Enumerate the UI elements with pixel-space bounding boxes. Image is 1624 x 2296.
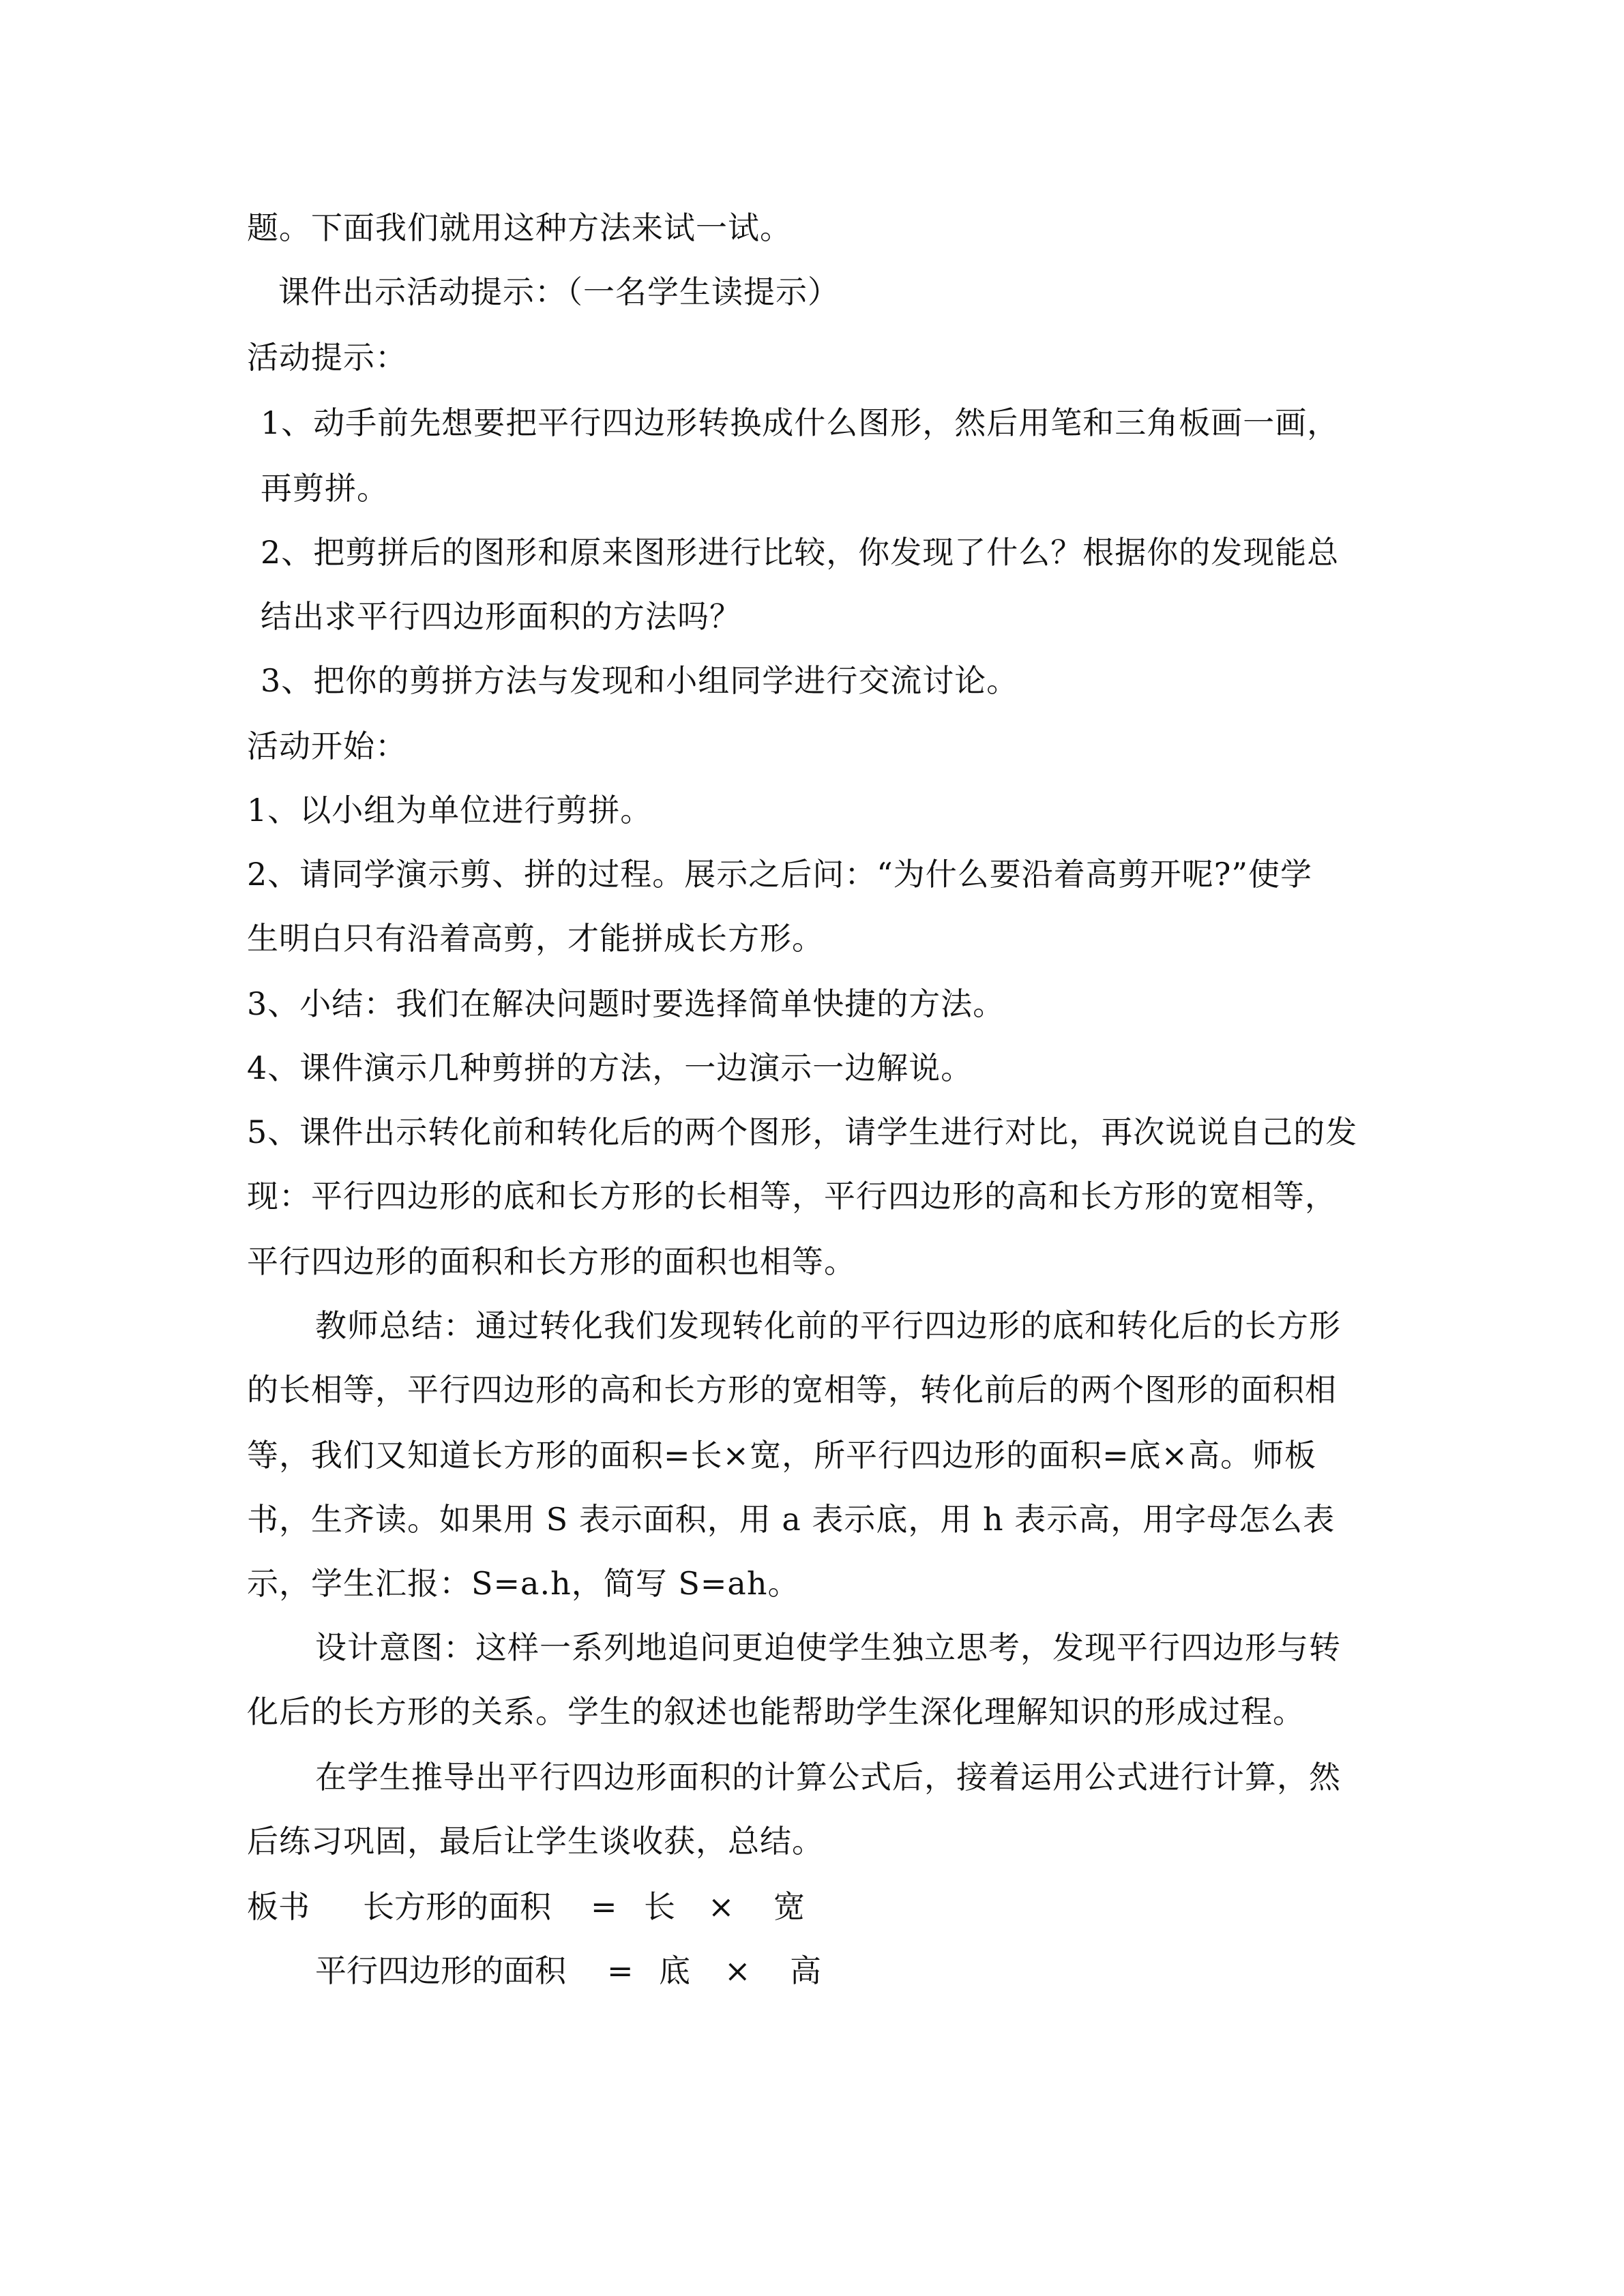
teacher-summary-1: 教师总结：通过转化我们发现转化前的平行四边形的底和转化后的长方形: [315, 1307, 1341, 1344]
text-line-2: 课件出示活动提示：（一名学生读提示）: [278, 273, 840, 310]
teacher-summary-2: 的长相等，平行四边形的高和长方形的宽相等，转化前后的两个图形的面积相: [247, 1371, 1337, 1408]
activity-step-4: 4、课件演示几种剪拼的方法，一边演示一边解说。: [247, 1049, 973, 1086]
heading-activity-start: 活动开始：: [247, 728, 407, 764]
hint-item-3: 3、把你的剪拼方法与发现和小组同学进行交流讨论。: [261, 662, 1019, 699]
hint-item-1-cont: 再剪拼。: [261, 470, 389, 507]
board-height: 高: [790, 1952, 821, 1989]
activity-step-5-cont-1: 现：平行四边形的底和长方形的长相等，平行四边形的高和长方形的宽相等，: [247, 1178, 1337, 1214]
activity-step-2: 2、请同学演示剪、拼的过程。展示之后问：“为什么要沿着高剪开呢?”使学: [247, 856, 1312, 893]
board-row-rectangle: [0, 1885, 1624, 1928]
board-length: 长: [644, 1888, 675, 1925]
hint-item-2: 2、把剪拼后的图形和原来图形进行比较，你发现了什么？根据你的发现能总: [261, 534, 1340, 571]
design-intent-1: 设计意图：这样一系列地追问更迫使学生独立思考，发现平行四边形与转: [315, 1629, 1341, 1666]
design-intent-2: 化后的长方形的关系。学生的叙述也能帮助学生深化理解知识的形成过程。: [247, 1693, 1305, 1730]
board-rectangle-area: 长方形的面积: [363, 1888, 551, 1925]
teacher-summary-3: 等，我们又知道长方形的面积=长×宽，所平行四边形的面积=底×高。师板: [247, 1437, 1317, 1474]
activity-step-2-cont: 生明白只有沿着高剪，才能拼成长方形。: [247, 920, 824, 957]
formula-practice-2: 后练习巩固，最后让学生谈收获，总结。: [247, 1823, 824, 1860]
board-times-sign: ×: [708, 1888, 735, 1925]
teacher-summary-4: 书，生齐读。如果用 S 表示面积，用 a 表示底，用 h 表示高，用字母怎么表: [247, 1501, 1335, 1538]
board-equals-sign: =: [591, 1888, 617, 1925]
hint-item-1: 1、动手前先想要把平行四边形转换成什么图形，然后用笔和三角板画一画，: [261, 404, 1340, 441]
board-label: 板书: [247, 1888, 310, 1925]
formula-practice-1: 在学生推导出平行四边形面积的计算公式后，接着运用公式进行计算，然: [315, 1759, 1341, 1795]
board-base: 底: [659, 1952, 690, 1989]
activity-step-3: 3、小结：我们在解决问题时要选择简单快捷的方法。: [247, 985, 1005, 1022]
board-equals-sign: =: [607, 1952, 634, 1989]
text-line-1: 题。下面我们就用这种方法来试一试。: [247, 209, 792, 246]
board-times-sign: ×: [724, 1952, 751, 1989]
board-width: 宽: [773, 1888, 805, 1925]
activity-step-1: 1、以小组为单位进行剪拼。: [247, 792, 653, 829]
board-row-parallelogram: [0, 1949, 1624, 1993]
teacher-summary-5: 示，学生汇报：S=a.h，简写 S=ah。: [247, 1565, 800, 1602]
board-parallelogram-area: 平行四边形的面积: [315, 1952, 566, 1989]
activity-step-5-cont-2: 平行四边形的面积和长方形的面积也相等。: [247, 1243, 856, 1280]
heading-activity-hints: 活动提示：: [247, 339, 407, 376]
activity-step-5: 5、课件出示转化前和转化后的两个图形，请学生进行对比，再次说说自己的发: [247, 1114, 1358, 1150]
hint-item-2-cont: 结出求平行四边形面积的方法吗？: [261, 598, 741, 635]
